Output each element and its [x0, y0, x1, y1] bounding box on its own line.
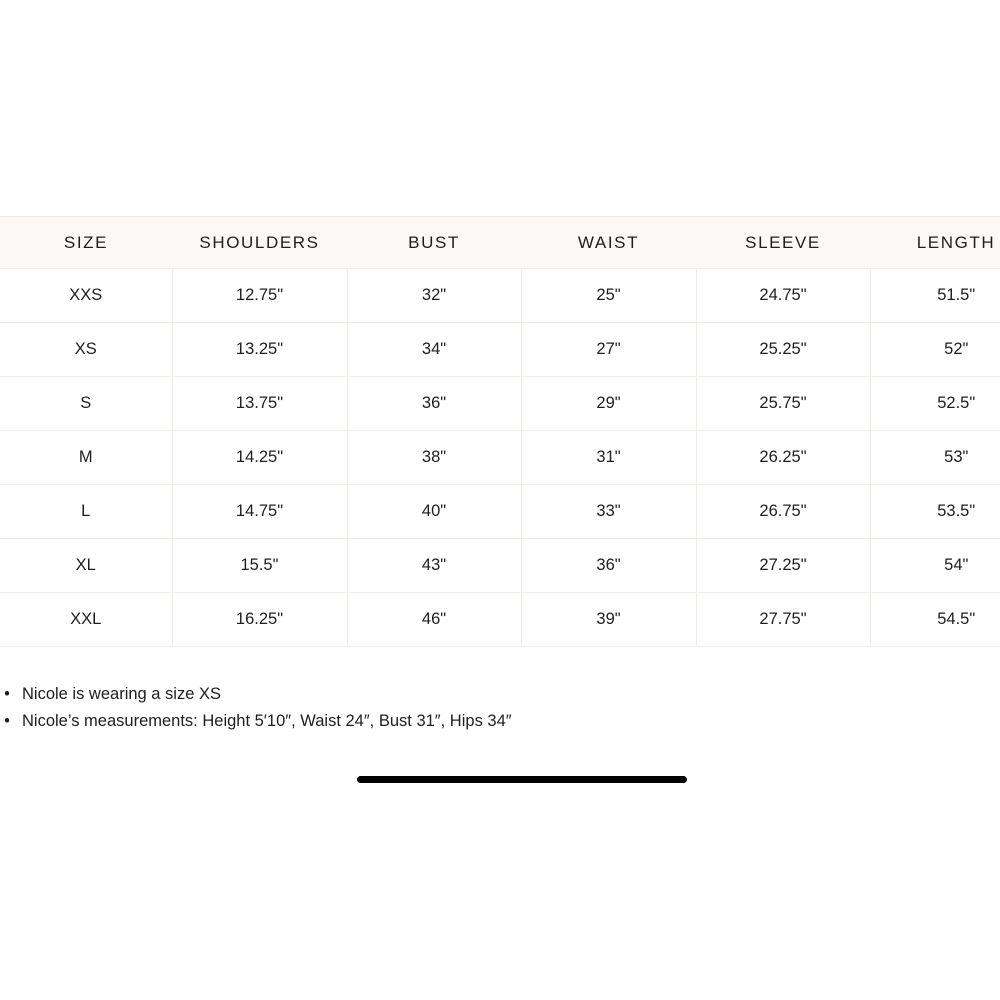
cell-bust: 34"	[347, 323, 521, 377]
header-sleeve: SLEEVE	[696, 217, 870, 269]
cell-sleeve: 25.75"	[696, 377, 870, 431]
list-item	[0, 709, 512, 736]
cell-bust: 32"	[347, 269, 521, 323]
cell-waist: 29"	[521, 377, 696, 431]
cell-waist: 36"	[521, 539, 696, 593]
cell-size: XXL	[0, 593, 172, 647]
note-measurements: Nicole’s measurements: Height 5′10″, Waist 24″, Bust 31″, Hips 34″	[22, 712, 512, 730]
cell-waist: 33"	[521, 485, 696, 539]
cell-waist: 39"	[521, 593, 696, 647]
cell-shoulders: 15.5"	[172, 539, 347, 593]
cell-bust: 40"	[347, 485, 521, 539]
bullet-icon: •	[4, 685, 10, 703]
cell-bust: 46"	[347, 593, 521, 647]
size-chart-table	[0, 216, 1000, 647]
cell-shoulders: 13.75"	[172, 377, 347, 431]
note-size-worn: Nicole is wearing a size XS	[22, 685, 221, 703]
table-row	[0, 431, 1000, 485]
table-row	[0, 593, 1000, 647]
header-shoulders: SHOULDERS	[172, 217, 347, 269]
cell-length: 52"	[870, 323, 1000, 377]
cell-size: L	[0, 485, 172, 539]
home-indicator[interactable]	[357, 776, 687, 783]
cell-size: S	[0, 377, 172, 431]
cell-size: XL	[0, 539, 172, 593]
cell-waist: 31"	[521, 431, 696, 485]
table-row	[0, 323, 1000, 377]
size-chart-header	[0, 217, 1000, 269]
cell-size: M	[0, 431, 172, 485]
cell-shoulders: 14.75"	[172, 485, 347, 539]
cell-sleeve: 26.25"	[696, 431, 870, 485]
cell-size: XS	[0, 323, 172, 377]
cell-sleeve: 27.75"	[696, 593, 870, 647]
cell-sleeve: 27.25"	[696, 539, 870, 593]
header-bust: BUST	[347, 217, 521, 269]
header-waist: WAIST	[521, 217, 696, 269]
cell-waist: 25"	[521, 269, 696, 323]
cell-bust: 36"	[347, 377, 521, 431]
cell-bust: 38"	[347, 431, 521, 485]
table-row	[0, 377, 1000, 431]
list-item	[0, 682, 512, 709]
cell-shoulders: 13.25"	[172, 323, 347, 377]
cell-waist: 27"	[521, 323, 696, 377]
cell-length: 52.5"	[870, 377, 1000, 431]
table-row	[0, 539, 1000, 593]
cell-shoulders: 12.75"	[172, 269, 347, 323]
table-row	[0, 485, 1000, 539]
table-row	[0, 269, 1000, 323]
bullet-icon: •	[4, 712, 10, 730]
header-row	[0, 217, 1000, 269]
cell-sleeve: 26.75"	[696, 485, 870, 539]
cell-length: 54.5"	[870, 593, 1000, 647]
cell-size: XXS	[0, 269, 172, 323]
model-notes-list	[0, 682, 512, 736]
cell-length: 51.5"	[870, 269, 1000, 323]
cell-sleeve: 25.25"	[696, 323, 870, 377]
cell-sleeve: 24.75"	[696, 269, 870, 323]
cell-bust: 43"	[347, 539, 521, 593]
size-chart-body	[0, 269, 1000, 647]
cell-shoulders: 14.25"	[172, 431, 347, 485]
cell-length: 53.5"	[870, 485, 1000, 539]
header-length: LENGTH	[870, 217, 1000, 269]
cell-length: 54"	[870, 539, 1000, 593]
cell-shoulders: 16.25"	[172, 593, 347, 647]
header-size: SIZE	[0, 217, 172, 269]
cell-length: 53"	[870, 431, 1000, 485]
